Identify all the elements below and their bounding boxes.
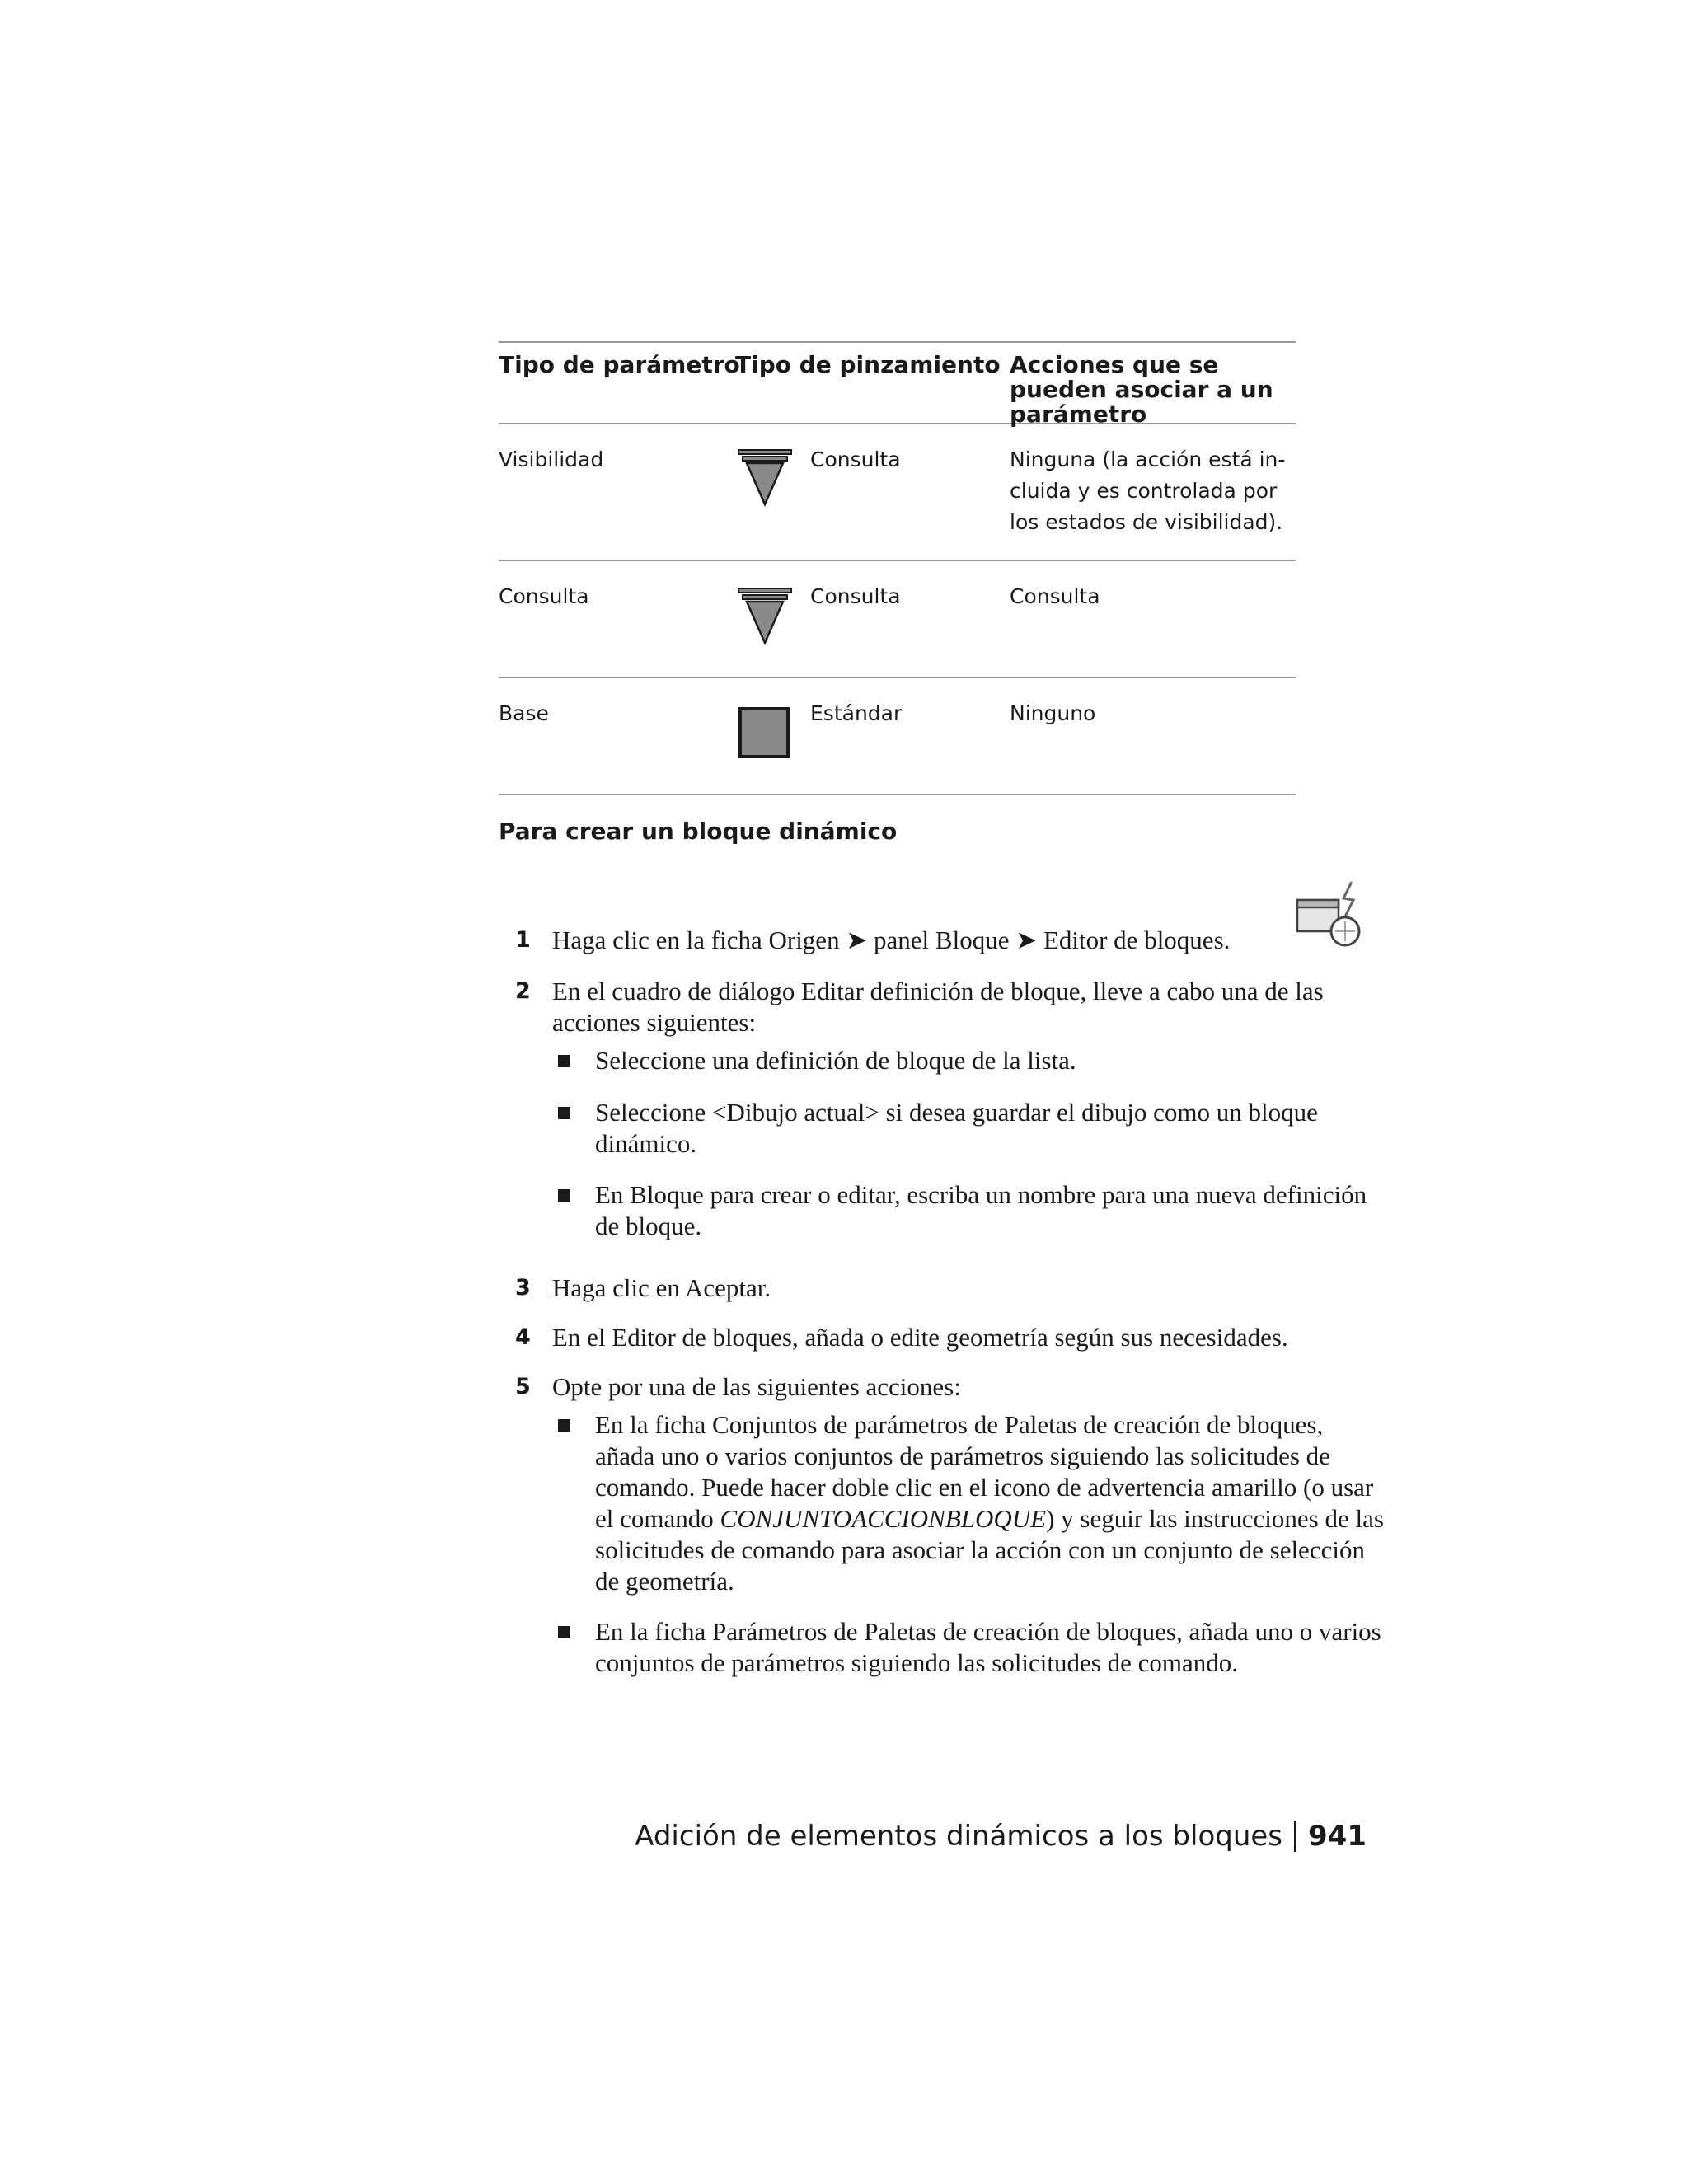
footer-section-title: Adición de elementos dinámicos a los bloques — [635, 1820, 1283, 1853]
bullet-text: En la ficha Parámetros de Paletas de creación de bloques, añada uno o varios conjuntos de parámetros siguiendo las solicitudes de comando. — [595, 1617, 1381, 1677]
page-number: 941 — [1308, 1820, 1367, 1853]
table-header-row — [499, 343, 1296, 428]
standard-grip-icon — [738, 706, 792, 761]
step-text: En el cuadro de diálogo Editar definición de bloque, lleve a cabo una de las acciones siguientes: — [552, 977, 1324, 1037]
bullet-text: Seleccione una definición de bloque de la lista. — [595, 1046, 1076, 1075]
table-row — [499, 424, 1296, 560]
bullet-square-icon — [558, 1626, 570, 1638]
cell-actions: Ninguno — [1010, 701, 1096, 725]
cell-grip: Consulta — [810, 584, 901, 608]
bullet-text: Seleccione <Dibujo actual> si desea guardar el dibujo como un bloque dinámico. — [595, 1098, 1318, 1158]
cell-param: Visibilidad — [499, 448, 604, 471]
block-editor-icon — [1294, 880, 1370, 948]
step-text: En el Editor de bloques, añada o edite geometría según sus necesidades. — [552, 1323, 1288, 1352]
step-number: 1 — [515, 927, 531, 953]
lookup-grip-icon — [738, 588, 792, 645]
table-rule — [499, 794, 1296, 795]
step-number: 4 — [515, 1324, 531, 1350]
bullet-square-icon — [558, 1189, 570, 1202]
cell-actions: Ninguna (la acción está in-cluida y es controlada por los estados de visibilidad). — [1010, 448, 1286, 534]
header-grip-type: Tipo de pinzamiento — [735, 351, 1001, 378]
cell-grip: Consulta — [810, 448, 901, 471]
header-param-type: Tipo de parámetro — [499, 351, 740, 378]
step-number: 5 — [515, 1374, 531, 1399]
parameter-grip-table — [499, 341, 1296, 795]
step-text: Haga clic en Aceptar. — [552, 1273, 771, 1302]
step-number: 2 — [515, 978, 531, 1004]
step-text: Haga clic en la ficha Origen ➤ panel Bloque ➤ Editor de bloques. — [552, 926, 1231, 954]
bullet-square-icon — [558, 1055, 570, 1067]
table-row — [499, 678, 1296, 794]
step-text: Opte por una de las siguientes acciones: — [552, 1372, 961, 1401]
step-number: 3 — [515, 1275, 531, 1301]
page-footer — [635, 1820, 1367, 1853]
cell-grip: Estándar — [810, 701, 903, 725]
bullet-text: En Bloque para crear o editar, escriba un nombre para una nueva definición de bloque. — [595, 1180, 1367, 1240]
footer-separator — [1294, 1821, 1296, 1852]
procedure-title: Para crear un bloque dinámico — [499, 818, 898, 845]
bullet-square-icon — [558, 1107, 570, 1119]
command-name: CONJUNTOACCIONBLOQUE — [720, 1504, 1047, 1533]
header-actions: Acciones que se pueden asociar a un parámetro — [1010, 351, 1273, 428]
bullet-text-part: En la ficha Conjuntos de parámetros de Paletas de creación de bloques, añada uno o varios conjuntos de parámetros siguiendo las solicitudes de comando. Puede hacer doble clic en el icono de advertencia amarillo (o usar el comando — [595, 1410, 1374, 1533]
cell-actions: Consulta — [1010, 584, 1100, 608]
bullet-text — [595, 1409, 1386, 1597]
bullet-text-part: ) y seguir las instrucciones de las solicitudes de comando para asociar la acción con un conjunto de selección de geometría. — [595, 1504, 1384, 1596]
table-row — [499, 561, 1296, 677]
bullet-square-icon — [558, 1419, 570, 1432]
cell-param: Base — [499, 701, 549, 725]
lookup-grip-icon — [738, 449, 792, 507]
cell-param: Consulta — [499, 584, 589, 608]
